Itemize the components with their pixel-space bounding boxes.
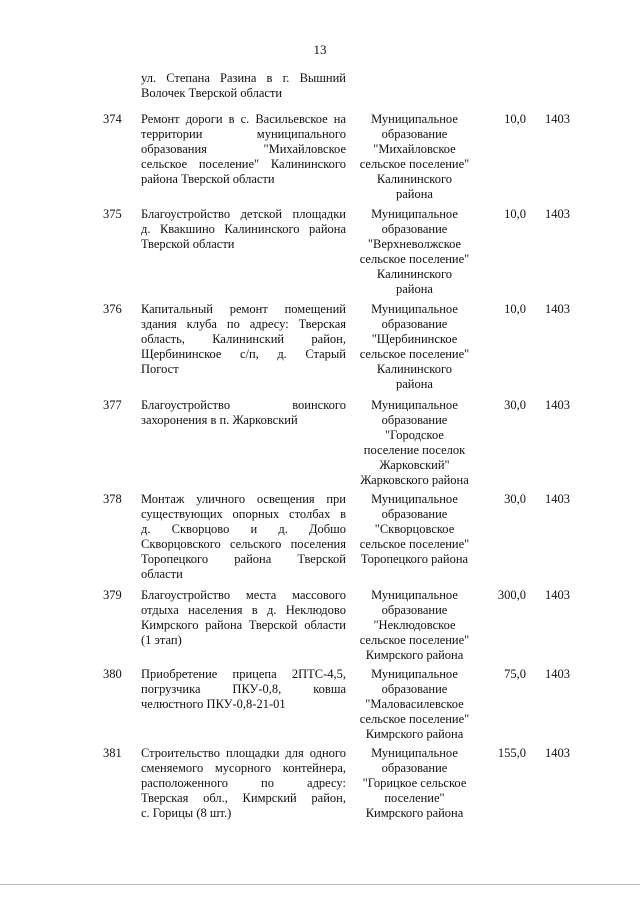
description-line: д. Скворцово и д. Добшо <box>141 522 346 536</box>
recipient-line: "Скворцовское <box>374 522 455 536</box>
description-line: области <box>141 567 183 581</box>
row-number: 377 <box>103 398 122 412</box>
description-line: Тверской области <box>141 237 235 251</box>
description-line: погрузчика ПКУ-0,8, ковша <box>141 682 346 696</box>
row-number: 376 <box>103 302 122 316</box>
recipient-line: Жарковский" <box>379 458 450 472</box>
row-description <box>141 398 346 428</box>
row-number: 378 <box>103 492 122 506</box>
row-code: 1403 <box>545 746 570 760</box>
row-description <box>141 746 346 821</box>
description-line: Погост <box>141 362 179 376</box>
row-code: 1403 <box>545 492 570 506</box>
recipient-line: поселение поселок <box>363 443 466 457</box>
recipient-line: Жарковского района <box>360 473 469 487</box>
recipient-line: поселение" <box>384 791 445 805</box>
description-line: (1 этап) <box>141 633 182 647</box>
recipient-line: Муниципальное <box>371 746 458 760</box>
description-line: Строительство площадки для одного <box>141 746 346 760</box>
recipient-line: "Щербининское <box>371 332 458 346</box>
description-line: Торопецкого района Тверской <box>141 552 346 566</box>
description-line: Благоустройство детской площадки <box>141 207 346 221</box>
recipient-line: Калининского <box>376 267 453 281</box>
recipient-line: образование <box>381 682 448 696</box>
row-code: 1403 <box>545 302 570 316</box>
description-line: Благоустройство места массового <box>141 588 346 602</box>
description-line: Щербининское с/п, д. Старый <box>141 347 346 361</box>
page-bottom-rule <box>0 884 640 885</box>
row-code: 1403 <box>545 207 570 221</box>
description-line: Приобретение прицепа 2ПТС-4,5, <box>141 667 346 681</box>
continuation-line: ул. Степана Разина в г. Вышний <box>141 71 346 85</box>
description-line: д. Квакшино Калининского района <box>141 222 346 236</box>
description-line: сменяемого мусорного контейнера, <box>141 761 346 775</box>
recipient-line: района <box>396 187 433 201</box>
recipient-line: Муниципальное <box>371 207 458 221</box>
recipient-line: района <box>396 377 433 391</box>
row-description <box>141 302 346 377</box>
row-recipient <box>347 207 482 297</box>
row-recipient <box>347 302 482 392</box>
row-recipient <box>347 112 482 202</box>
description-line: района Тверской области <box>141 172 275 186</box>
row-recipient <box>347 398 482 488</box>
row-number: 380 <box>103 667 122 681</box>
recipient-line: Муниципальное <box>371 492 458 506</box>
recipient-line: образование <box>381 603 448 617</box>
description-line: существующих опорных столбах в <box>141 507 346 521</box>
recipient-line: сельское поселение" <box>359 252 470 266</box>
description-line: челюстного ПКУ-0,8-21-01 <box>141 697 286 711</box>
description-line: Капитальный ремонт помещений <box>141 302 346 316</box>
row-amount: 10,0 <box>504 302 526 316</box>
description-line: Тверская обл., Кимрский район, <box>141 791 346 805</box>
recipient-line: "Маловасилевское <box>365 697 464 711</box>
row-description <box>141 112 346 187</box>
continuation-line: Волочек Тверской области <box>141 86 283 100</box>
description-line: здания клуба по адресу: Тверская <box>141 317 346 331</box>
row-amount: 10,0 <box>504 112 526 126</box>
recipient-line: образование <box>381 413 448 427</box>
recipient-line: Кимрского района <box>365 806 464 820</box>
recipient-line: Кимрского района <box>365 648 464 662</box>
recipient-line: образование <box>381 761 448 775</box>
row-amount: 10,0 <box>504 207 526 221</box>
continuation-text <box>141 71 346 101</box>
recipient-line: сельское поселение" <box>359 712 470 726</box>
row-description <box>141 492 346 582</box>
row-number: 374 <box>103 112 122 126</box>
recipient-line: "Неклюдовское <box>373 618 456 632</box>
recipient-line: образование <box>381 127 448 141</box>
recipient-line: "Верхневолжское <box>367 237 462 251</box>
recipient-line: Калининского <box>376 172 453 186</box>
row-code: 1403 <box>545 398 570 412</box>
row-amount: 30,0 <box>504 492 526 506</box>
description-line: Ремонт дороги в с. Васильевское на <box>141 112 346 126</box>
row-description <box>141 207 346 252</box>
description-line: сельское поселение" Калининского <box>141 157 346 171</box>
recipient-line: сельское поселение" <box>359 537 470 551</box>
row-amount: 30,0 <box>504 398 526 412</box>
description-line: с. Горицы (8 шт.) <box>141 806 232 820</box>
description-line: отдыха населения в д. Неклюдово <box>141 603 346 617</box>
description-line: территории муниципального <box>141 127 346 141</box>
row-recipient <box>347 492 482 567</box>
recipient-line: "Городское <box>385 428 444 442</box>
row-number: 381 <box>103 746 122 760</box>
recipient-line: Муниципальное <box>371 667 458 681</box>
description-line: Монтаж уличного освещения при <box>141 492 346 506</box>
row-code: 1403 <box>545 667 570 681</box>
description-line: расположенного по адресу: <box>141 776 346 790</box>
row-number: 379 <box>103 588 122 602</box>
description-line: область, Калининский район, <box>141 332 346 346</box>
row-amount: 300,0 <box>497 588 526 602</box>
recipient-line: "Михайловское <box>373 142 456 156</box>
recipient-line: образование <box>381 317 448 331</box>
recipient-line: Муниципальное <box>371 588 458 602</box>
recipient-line: "Горицкое сельское <box>362 776 467 790</box>
description-line: захоронения в п. Жарковский <box>141 413 298 427</box>
recipient-line: сельское поселение" <box>359 157 470 171</box>
recipient-line: Муниципальное <box>371 112 458 126</box>
row-code: 1403 <box>545 112 570 126</box>
row-amount: 75,0 <box>504 667 526 681</box>
page-number: 13 <box>313 42 327 57</box>
description-line: Кимрского района Тверской области <box>141 618 346 632</box>
recipient-line: Кимрского района <box>365 727 464 741</box>
recipient-line: сельское поселение" <box>359 633 470 647</box>
row-code: 1403 <box>545 588 570 602</box>
recipient-line: образование <box>381 507 448 521</box>
row-recipient <box>347 746 482 821</box>
recipient-line: района <box>396 282 433 296</box>
row-description <box>141 588 346 648</box>
description-line: Скворцовского сельского поселения <box>141 537 346 551</box>
row-amount: 155,0 <box>497 746 526 760</box>
row-recipient <box>347 667 482 742</box>
recipient-line: Муниципальное <box>371 302 458 316</box>
description-line: Благоустройство воинского <box>141 398 346 412</box>
row-number: 375 <box>103 207 122 221</box>
recipient-line: Муниципальное <box>371 398 458 412</box>
recipient-line: сельское поселение" <box>359 347 470 361</box>
row-description <box>141 667 346 712</box>
description-line: образования "Михайловское <box>141 142 346 156</box>
recipient-line: образование <box>381 222 448 236</box>
recipient-line: Калининского <box>376 362 453 376</box>
row-recipient <box>347 588 482 663</box>
recipient-line: Торопецкого района <box>360 552 469 566</box>
